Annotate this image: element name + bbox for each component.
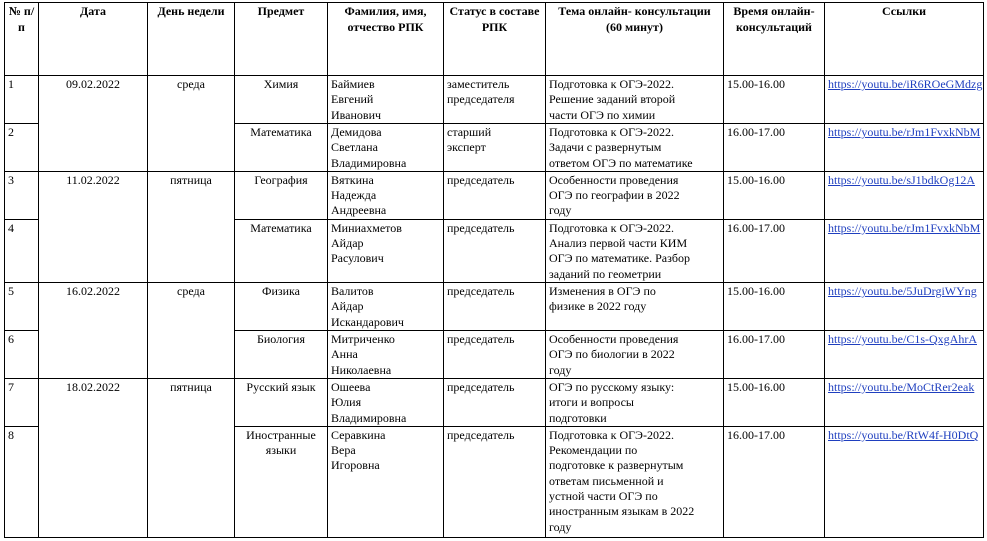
link-cell bbox=[825, 426, 984, 537]
row-number: 7 bbox=[5, 378, 39, 426]
subject-cell: Русский язык bbox=[235, 378, 328, 426]
subject-cell: Математика bbox=[235, 124, 328, 172]
row-number: 3 bbox=[5, 171, 39, 219]
row-number: 1 bbox=[5, 76, 39, 124]
subject-cell: Биология bbox=[235, 330, 328, 378]
youtube-link[interactable]: https://youtu.be/rJm1FvxkNbM bbox=[828, 125, 981, 139]
time-cell: 15.00-16.00 bbox=[724, 171, 825, 219]
topic-cell: Подготовка к ОГЭ-2022. Анализ первой части КИМ ОГЭ по математике. Разбор заданий по геометрии bbox=[546, 219, 724, 282]
header-row bbox=[5, 3, 984, 76]
status-cell: председатель bbox=[444, 330, 546, 378]
time-cell: 15.00-16.00 bbox=[724, 283, 825, 331]
header-links: Ссылки bbox=[825, 3, 984, 76]
subject-cell: География bbox=[235, 171, 328, 219]
header-day: День недели bbox=[148, 3, 235, 76]
name-cell: Баймиев Евгений Иванович bbox=[328, 76, 444, 124]
status-cell: председатель bbox=[444, 426, 546, 537]
header-num: № п/ п bbox=[5, 3, 39, 76]
day-cell: пятница bbox=[148, 171, 235, 282]
youtube-link[interactable]: https://youtu.be/sJ1bdkOg12A bbox=[828, 172, 976, 187]
day-cell: среда bbox=[148, 283, 235, 379]
status-cell: заместитель председателя bbox=[444, 76, 546, 124]
row-number: 8 bbox=[5, 426, 39, 537]
status-cell: председатель bbox=[444, 219, 546, 282]
link-cell bbox=[825, 219, 984, 282]
name-cell: Вяткина Надежда Андреевна bbox=[328, 171, 444, 219]
status-cell: председатель bbox=[444, 283, 546, 331]
header-name: Фамилия, имя, отчество РПК bbox=[328, 3, 444, 76]
link-cell bbox=[825, 283, 984, 331]
date-cell: 09.02.2022 bbox=[39, 76, 148, 172]
name-cell: Серавкина Вера Игоровна bbox=[328, 426, 444, 537]
topic-cell: Подготовка к ОГЭ-2022. Задачи с развернутым ответом ОГЭ по математике bbox=[546, 124, 724, 172]
time-cell: 16.00-17.00 bbox=[724, 426, 825, 537]
name-cell: Демидова Светлана Владимировна bbox=[328, 124, 444, 172]
topic-cell: Подготовка к ОГЭ-2022. Решение заданий второй части ОГЭ по химии bbox=[546, 76, 724, 124]
header-date: Дата bbox=[39, 3, 148, 76]
youtube-link[interactable]: https://youtu.be/MoCtRer2eak bbox=[828, 379, 975, 394]
subject-cell: Химия bbox=[235, 76, 328, 124]
header-time: Время онлайн- консультаций bbox=[724, 3, 825, 76]
time-cell: 15.00-16.00 bbox=[724, 378, 825, 426]
name-cell: Миниахметов Айдар Расулович bbox=[328, 219, 444, 282]
link-cell bbox=[825, 330, 984, 378]
youtube-link[interactable]: https://youtu.be/RtW4f-H0DtQ bbox=[828, 427, 979, 442]
row-number: 4 bbox=[5, 219, 39, 282]
youtube-link[interactable]: https://youtu.be/C1s-QxgAhrA bbox=[828, 331, 977, 346]
subject-cell: Физика bbox=[235, 283, 328, 331]
status-cell: председатель bbox=[444, 378, 546, 426]
time-cell: 16.00-17.00 bbox=[724, 124, 825, 172]
table-row bbox=[5, 171, 984, 219]
name-cell: Ошеева Юлия Владимировна bbox=[328, 378, 444, 426]
youtube-link[interactable]: https://youtu.be/5JuDrgiWYng bbox=[828, 284, 977, 299]
link-cell bbox=[825, 378, 984, 426]
status-cell: старший эксперт bbox=[444, 124, 546, 172]
date-cell: 11.02.2022 bbox=[39, 171, 148, 282]
link-cell bbox=[825, 124, 984, 172]
row-number: 5 bbox=[5, 283, 39, 331]
row-number: 6 bbox=[5, 330, 39, 378]
header-subject: Предмет bbox=[235, 3, 328, 76]
time-cell: 15.00-16.00 bbox=[724, 76, 825, 124]
topic-cell: ОГЭ по русскому языку: итоги и вопросы подготовки bbox=[546, 378, 724, 426]
topic-cell: Особенности проведения ОГЭ по биологии в 2022 году bbox=[546, 330, 724, 378]
time-cell: 16.00-17.00 bbox=[724, 219, 825, 282]
time-cell: 16.00-17.00 bbox=[724, 330, 825, 378]
name-cell: Митриченко Анна Николаевна bbox=[328, 330, 444, 378]
youtube-link[interactable]: https://youtu.be/rJm1FvxkNbM bbox=[828, 220, 981, 235]
youtube-link[interactable]: https://youtu.be/iR6ROeGMdzg bbox=[828, 77, 983, 91]
table-row bbox=[5, 76, 984, 124]
consultation-schedule-table bbox=[4, 2, 984, 538]
topic-cell: Подготовка к ОГЭ-2022. Рекомендации по подготовке к развернутым ответам письменной и устной части ОГЭ по иностранным языкам в 2022 году bbox=[546, 426, 724, 537]
status-cell: председатель bbox=[444, 171, 546, 219]
name-cell: Валитов Айдар Искандарович bbox=[328, 283, 444, 331]
row-number: 2 bbox=[5, 124, 39, 172]
date-cell: 18.02.2022 bbox=[39, 378, 148, 537]
table-row bbox=[5, 283, 984, 331]
header-topic: Тема онлайн- консультации (60 минут) bbox=[546, 3, 724, 76]
link-cell bbox=[825, 171, 984, 219]
day-cell: среда bbox=[148, 76, 235, 172]
table-row bbox=[5, 378, 984, 426]
header-status: Статус в составе РПК bbox=[444, 3, 546, 76]
link-cell bbox=[825, 76, 984, 124]
date-cell: 16.02.2022 bbox=[39, 283, 148, 379]
subject-cell: Иностранные языки bbox=[235, 426, 328, 537]
subject-cell: Математика bbox=[235, 219, 328, 282]
topic-cell: Особенности проведения ОГЭ по географии в 2022 году bbox=[546, 171, 724, 219]
day-cell: пятница bbox=[148, 378, 235, 537]
topic-cell: Изменения в ОГЭ по физике в 2022 году bbox=[546, 283, 724, 331]
